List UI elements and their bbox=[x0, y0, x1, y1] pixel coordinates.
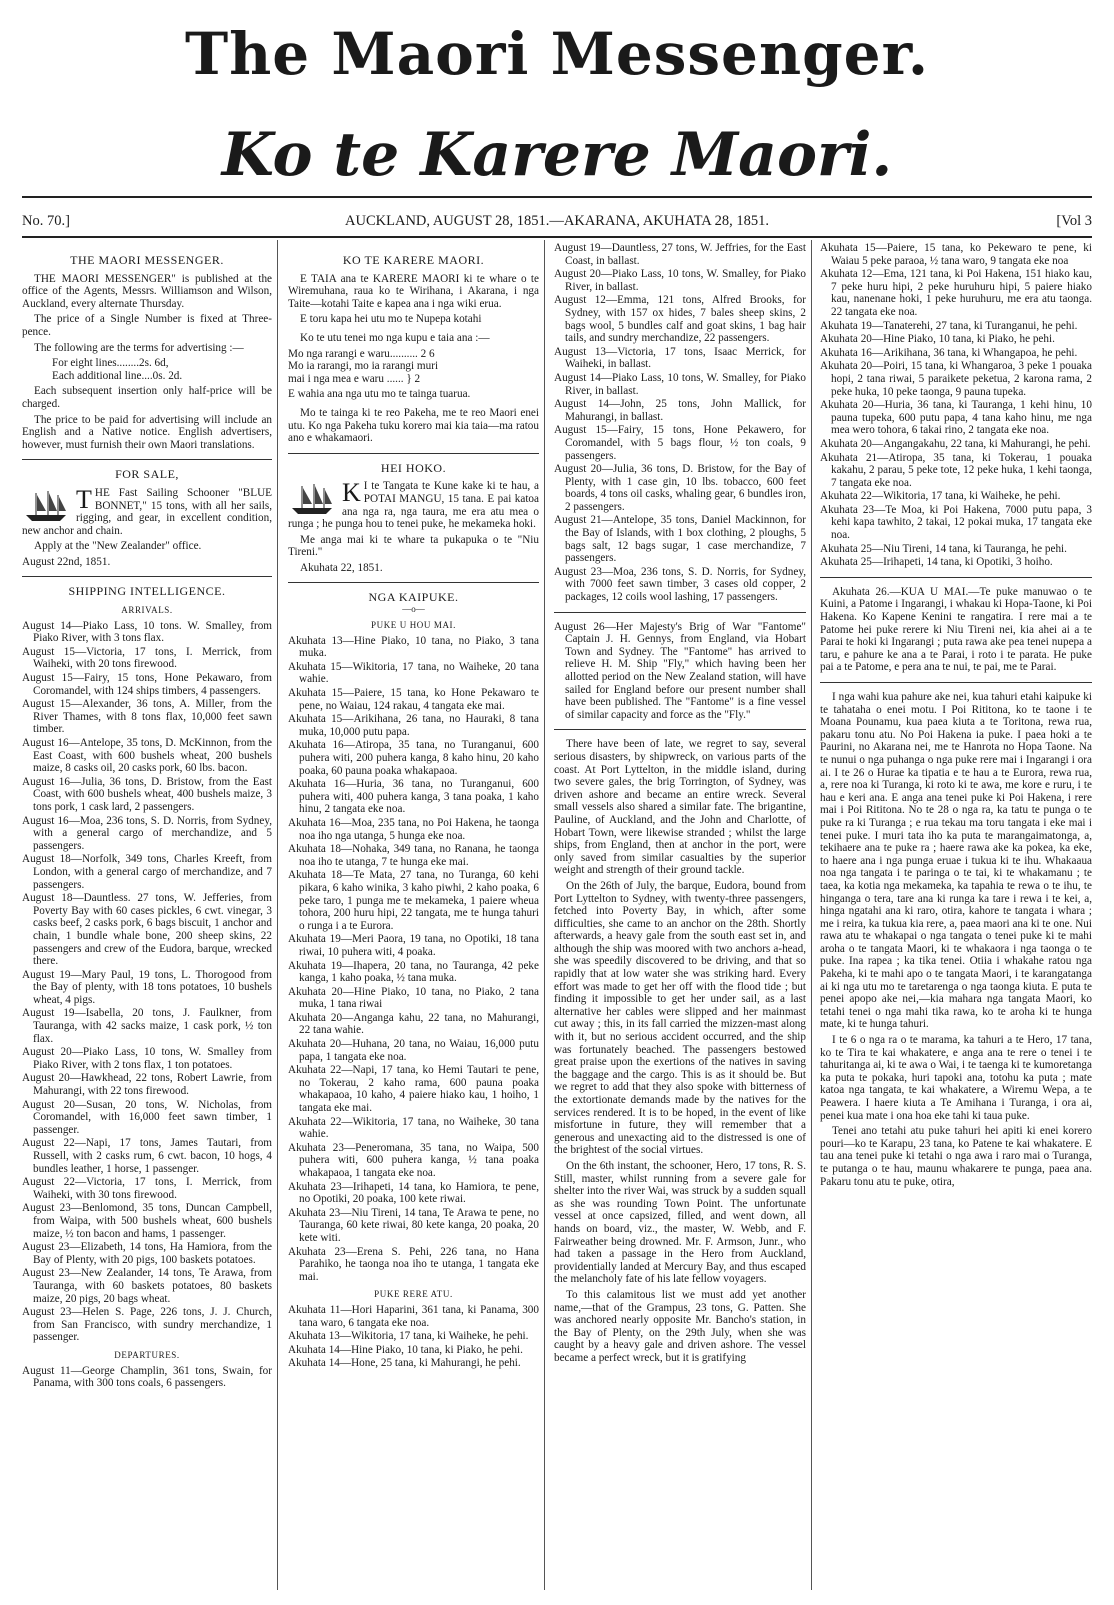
paragraph: The following are the terms for advertising :— bbox=[34, 341, 244, 354]
shipping-entry: Akuhata 19—Tanaterehi, 27 tana, ki Turanganui, he pehi. bbox=[820, 319, 1078, 332]
shipping-departures-list bbox=[288, 1304, 539, 1370]
shipping-entry: August 22—Victoria, 17 tons, I. Merrick, from Waiheki, with 30 tons firewood. bbox=[22, 1176, 272, 1201]
paragraph: To this calamitous list we must add yet another name,—that of the Grampus, 23 tons, G. Patten. She was anchored nearly opposite Mr. Bancho's station, in the Bay of Plenty, on the 29th July, when she was caught by a heavy gale and driven ashore. The vessel became a perfect wreck, but it is gratifying bbox=[554, 1288, 806, 1364]
shipping-entry: Akuhata 16—Atiropa, 35 tana, no Turanganui, 600 puhera witi, 200 puhera kanga, 8 kaho hinu, 20 kaho poaka, 60 pauna poaka whakapaoa. bbox=[288, 739, 539, 777]
paragraph: E TAIA ana te KARERE MAORI ki te whare o te Wiremuhana, raua ko te Wirihana, i Akarana, i nga Taite—kotahi Taite e kapea ana i nga wiki erua. bbox=[288, 272, 539, 310]
advertisement bbox=[288, 480, 539, 530]
dateline: AUCKLAND, AUGUST 28, 1851.—AKARANA, AKUHATA 28, 1851. bbox=[345, 213, 769, 229]
shipping-entry: August 15—Fairy, 15 tons, Hone Pekawero, for Coromandel, with 5 bags flour, ½ ton coals, 9 passengers. bbox=[554, 424, 806, 462]
masthead-title-english: The Maori Messenger. bbox=[184, 20, 930, 88]
drop-cap: K bbox=[342, 480, 361, 508]
rule bbox=[820, 577, 1092, 578]
advertisement-text: HE Fast Sailing Schooner "BLUE BONNET," 15 tons, with all her sails, rigging, and gear, in excellent condition, new anchor and chain. bbox=[22, 486, 272, 537]
subsection-heading: ARRIVALS. bbox=[121, 605, 173, 616]
paragraph: Mo te tainga ki te reo Pakeha, me te reo Maori enei utu. Ko nga Pakeha tuku korero mai kia taia—ma ratou ano e whakamaori. bbox=[288, 406, 539, 445]
ornament: —o— bbox=[402, 604, 425, 615]
shipping-entry: August 18—Dauntless. 27 tons, W. Jefferies, from Poverty Bay with 60 cases pickles, 6 cwt. vinegar, 3 casks beef, 2 casks pork, 6 bags biscuit, 1 anchor and chain, 1 bundle whale bone, 200 sheep skins, 22 passengers and crew of the Eudora, barque, wrecked there. bbox=[22, 892, 272, 968]
shipping-entry: August 11—George Champlin, 361 tons, Swain, for Panama, with 300 tons coals, 6 passengers. bbox=[22, 1364, 272, 1390]
paragraph: On the 6th instant, the schooner, Hero, 17 tons, R. S. Still, master, whilst running from a severe gale for shelter into the river Wai, was struck by a sudden squall as she was rounding Town Point. The unfortunate vessel at once capsized, filled, and went down, all hands on board, viz., the master, W. Webb, and F. Fairweather being drowned. Mr. F. Armson, Junr., who had taken a passage in the Hero from Auckland, providentially landed at Mercury Bay, and thus escaped the melancholy fate of his late fellow voyagers. bbox=[554, 1159, 806, 1286]
shipping-entry: Akuhata 20—Poiri, 15 tana, ki Whangaroa, 3 peke 1 pouaka hopi, 2 tana riwai, 5 paraikete peketua, 2 karona rama, 2 peke huka, 10 peke taonga, 9 pauna tupeka. bbox=[820, 360, 1092, 398]
column-divider bbox=[544, 240, 545, 1590]
column-divider bbox=[277, 240, 278, 1590]
subsection-heading: DEPARTURES. bbox=[114, 1349, 180, 1360]
shipping-departures-list bbox=[554, 242, 806, 604]
shipping-entry: August 16—Moa, 236 tons, S. D. Norris, from Sydney, with a general cargo of merchandize, and 5 passengers. bbox=[22, 814, 272, 852]
paragraph: E wahia ana nga utu mo te tainga tuarua. bbox=[288, 388, 471, 401]
paragraph: I te 6 o nga ra o te marama, ka tahuri a te Hero, 17 tana, ko te Tira te kai whakatere, e anga ana te rere o tenei i te tahuritanga ai, ki te awa o Wai, i te taenga ki te kumoretanga ka puta te pokaka, huri tapoki ana, totohu ka puta ; mate katoa nga tangata, te kai whakatere, a Wiremu Wepa, a te Peawera. I haere kiuta a Te Amihana i Turanga, i ora ai, penei kua mate i ona hoa eke tahi ki taua puke. bbox=[820, 1034, 1092, 1122]
shipping-entry: August 23—Helen S. Page, 226 tons, J. J. Church, from San Francisco, with sundry merchandize, 1 passenger. bbox=[22, 1306, 272, 1344]
shipping-entry: August 21—Antelope, 35 tons, Daniel Mackinnon, for the Bay of Islands, with 1 box clothing, 2 ploughs, 5 bags salt, 12 bags sugar, 1 case merchandize, 7 passengers. bbox=[554, 514, 806, 565]
shipping-entry: Akuhata 20—Angangakahu, 22 tana, ki Mahurangi, he pehi. bbox=[820, 437, 1091, 450]
masthead-dateline-row bbox=[22, 209, 1092, 233]
rule bbox=[288, 582, 539, 583]
shipping-entry: August 16—Julia, 36 tons, D. Bristow, from the East Coast, with 600 bushels wheat, 400 bushels maize, 3 tons pork, 1 cask lard, 2 passengers. bbox=[22, 775, 272, 813]
shipping-entry: August 19—Dauntless, 27 tons, W. Jeffries, for the East Coast, in ballast. bbox=[554, 242, 806, 267]
shipping-departures-list bbox=[820, 242, 1092, 569]
shipping-entry: Akuhata 23—Irihapeti, 14 tana, ko Hamiora, te pene, no Opotiki, 20 poaka, 100 kete riwai. bbox=[288, 1180, 539, 1206]
shipping-entry: August 14—Piako Lass, 10 tons, W. Smalley, for Piako River, in ballast. bbox=[554, 371, 806, 397]
shipping-entry: Akuhata 22—Napi, 17 tana, ko Hemi Tautari te pene, no Tokerau, 2 kaho rama, 600 pauna poaka whakapaoa, 10 kaho, 4 paiere hiako kau, 1 hoiho, 1 tangata eke mai. bbox=[288, 1064, 539, 1115]
sailing-ship-icon bbox=[22, 489, 70, 523]
shipping-entry: August 18—Norfolk, 349 tons, Charles Kreeft, from London, with a general cargo of merchandize, and 7 passengers. bbox=[22, 853, 272, 891]
column-english-news bbox=[554, 242, 806, 1367]
shipping-entry: August 13—Victoria, 17 tons, Isaac Merrick, for Waiheki, in ballast. bbox=[554, 345, 806, 371]
subsection-heading: PUKE U HOU MAI. bbox=[371, 620, 456, 631]
rate-line: For eight lines........2s. 6d, bbox=[52, 357, 169, 370]
rate-line: Each additional line....0s. 2d. bbox=[52, 369, 183, 382]
shipping-entry: Akuhata 16—Arikihana, 36 tana, ki Whangapoa, he pehi. bbox=[820, 346, 1078, 359]
sailing-ship-icon bbox=[288, 482, 336, 516]
shipping-entry: August 15—Victoria, 17 tons, I. Merrick, from Waiheki, with 20 tons firewood. bbox=[22, 645, 272, 671]
shipping-entry: Akuhata 22—Wikitoria, 17 tana, no Waiheke, 30 tana wahie. bbox=[288, 1115, 539, 1141]
shipping-entry: August 23—New Zealander, 14 tons, Te Arawa, from Tauranga, with 60 baskets potatoes, 80 baskets maize, 20 pigs, 20 bags wheat. bbox=[22, 1267, 272, 1305]
column-english-notices bbox=[22, 250, 272, 1391]
shipping-entry: August 15—Fairy, 15 tons, Hone Pekawaro, from Coromandel, with 124 ships timbers, 4 passengers. bbox=[22, 672, 272, 697]
paragraph: There have been of late, we regret to say, several serious disasters, by shipwreck, on various parts of the coast. At Port Lyttelton, in the middle island, during two severe gales, the brig Torrington, of Sydney, was driven ashore and became an entire wreck. Several small vessels also shared a similar fate. The brigantine, Pauline, of Auckland, and the John and Charlotte, of Hobart Town, were likewise stranded ; whilst the large ships, from England, then at anchor in the port, were only saved from similar casualties by the superior weight and strength of their ground tackle. bbox=[554, 738, 806, 877]
shipping-entry: Akuhata 11—Hori Haparini, 361 tana, ki Panama, 300 tana waro, 6 tangata eke noa. bbox=[288, 1303, 539, 1329]
shipping-entry: Akuhata 23—Erena S. Pehi, 226 tana, no Hana Parahiko, he taonga noa iho te utanga, 1 tangata eke mai. bbox=[288, 1245, 539, 1283]
shipping-entry: August 23—Moa, 236 tons, S. D. Norris, for Sydney, with 7000 feet sawn timber, 3 cases old copper, 2 packages, 12 coils wool lashing, 17 passengers. bbox=[554, 565, 806, 604]
issue-number: No. 70.] bbox=[22, 213, 70, 229]
rule bbox=[22, 459, 272, 460]
shipping-entry: August 20—Susan, 20 tons, W. Nicholas, from Coromandel, with 16,000 feet sawn timber, 1 passenger. bbox=[22, 1098, 272, 1136]
rule bbox=[288, 453, 539, 454]
shipping-entry: Akuhata 18—Te Mata, 27 tana, no Turanga, 60 kehi pikara, 6 kaho winika, 3 kaho piwhi, 2 kaho poaka, 6 peke taro, 1 punga me te mekameka, 1 paiere wheua tohora, 200 huru hipi, 22 tangata, me te hunga tahuri o runga i a te Eurora. bbox=[288, 869, 539, 932]
section-heading: KO TE KARERE MAORI. bbox=[342, 253, 485, 267]
shipping-entry: Akuhata 14—Hone, 25 tana, ki Mahurangi, he pehi. bbox=[288, 1357, 521, 1370]
shipping-entry: Akuhata 20—Hine Piako, 10 tana, no Piako, 2 tana muka, 1 tana riwai bbox=[288, 985, 539, 1011]
shipping-entry: Akuhata 14—Hine Piako, 10 tana, ki Piako, he pehi. bbox=[288, 1343, 523, 1356]
paragraph: Apply at the "New Zealander" office. bbox=[34, 540, 202, 553]
shipping-entry: Akuhata 23—Niu Tireni, 14 tana, Te Arawa te pene, no Tauranga, 60 kete riwai, 80 kete kanga, 20 poaka, 20 kete witi. bbox=[288, 1206, 539, 1244]
column-maori-news bbox=[820, 242, 1092, 1191]
shipping-entry: August 23—Benlomond, 35 tons, Duncan Campbell, from Waipa, with 500 bushels wheat, 600 bushels maize, ½ ton bacon and hams, 1 passenger. bbox=[22, 1202, 272, 1240]
masthead-top-rule bbox=[22, 196, 1092, 198]
shipping-entry: August 14—John, 25 tons, John Mallick, for Mahurangi, in ballast. bbox=[554, 398, 806, 423]
shipping-entry: Akuhata 25—Niu Tireni, 14 tana, ki Tauranga, he pehi. bbox=[820, 542, 1067, 555]
rule bbox=[22, 576, 272, 577]
shipping-entry: Akuhata 20—Anganga kahu, 22 tana, no Mahurangi, 22 tana wahie. bbox=[288, 1011, 539, 1037]
shipping-entry: Akuhata 16—Huria, 36 tana, no Turanganui, 600 puhera witi, 400 puhera kanga, 3 tana poaka, 1 kaho hinu, 2 tangata eke noa. bbox=[288, 778, 539, 816]
shipping-entry: August 20—Hawkhead, 22 tons, Robert Lawrie, from Mahurangi, with 22 tons firewood. bbox=[22, 1072, 272, 1098]
shipping-entry: August 16—Antelope, 35 tons, D. McKinnon, from the East Coast, with 600 bushels wheat, 200 bushels maize, 8 casks oil, 20 casks pork, 60 lbs. bacon. bbox=[22, 737, 272, 775]
shipping-entry: Akuhata 20—Huhana, 20 tana, no Waiau, 16,000 putu papa, 1 tangata eke noa. bbox=[288, 1038, 539, 1063]
masthead-bottom-rule bbox=[22, 236, 1092, 238]
paragraph: The price to be paid for advertising will include an English and a Native notice. English advertisers, however, must furnish their own Maori translations. bbox=[22, 413, 272, 451]
shipping-entry: August 20—Piako Lass, 10 tons, W. Smalley from Piako River, with 2 tons flax, 1 ton potatoes. bbox=[22, 1046, 272, 1071]
rate-line: Mo ia rarangi, mo ia rarangi muri bbox=[288, 360, 439, 373]
rate-line: mai i nga mea e waru ...... } 2 bbox=[288, 372, 421, 385]
shipping-entry: August 20—Piako Lass, 10 tons, W. Smalley, for Piako River, in ballast. bbox=[554, 268, 806, 293]
rule bbox=[554, 612, 806, 613]
shipping-entry: Akuhata 15—Paiere, 15 tana, ko Pekewaro te pene, ki Waiau 5 peke paraoa, ½ tana waro, 9 tangata eke noa bbox=[820, 242, 1092, 267]
date-line: Akuhata 22, 1851. bbox=[300, 561, 383, 574]
paragraph: THE MAORI MESSENGER" is published at the office of the Agents, Messrs. Williamson and Wilson, Auckland, every alternate Thursday. bbox=[22, 272, 272, 310]
shipping-entry: Akuhata 19—Meri Paora, 19 tana, no Opotiki, 18 tana riwai, 10 puhera witi, 4 poaka. bbox=[288, 933, 539, 958]
shipping-entry: Akuhata 13—Wikitoria, 17 tana, ki Waiheke, he pehi. bbox=[288, 1330, 529, 1343]
rate-line: Mo nga rarangi e waru.......... 2 6 bbox=[288, 347, 435, 360]
paragraph: I nga wahi kua pahure ake nei, kua tahuri etahi kaipuke ki te tahataha o enei motu. I Poi Rititona, ko te taone i te Moana Pounamu, kua paea kiuta a te Toritona, rewa rua, pakaru tonu atu. No Poi Hakena ia puke. I paea hoki a te Paurini, no Akarana nei, me te Hanrota no Hopa Taone. Na te nunui o nga puhanga o nga puke rere mai i Ingarangi i ora ai. I te 26 o Hurae ka tipatia e te hau a te Eurora, rewa rua, a, rere noa ki Turanga, ki roto ki te awa, me kore e ruru, i te hau e keri ana. E anga ana tenei puke ki Poi Hakena, i rere mai i Poi Rititona. No te 28 o nga ra, ka tatu te punga o te puke ra ki Turanga ; e rua tekau ma toru tangata i eke mai i tenei puke. I muri tata iho ka puta te marangaimatonga, a, tekihaere ana te puke ra ; haere rawa ake ka pokea, ka eke, to haere ana i nga punga eruae i tukua ki te ihu. Whakaaua noa nga tangata i te paringa o te tai, ki te whakamanu ; te taea, ka kotia nga mekameka, ka tapahia te rewa o te ihu, te hinganga o tera, tare ana ki runga ka tare i rewa i te kei, a, hinga ngatahi ana ki raro, otira, kahore te tangata i whara ; me i reira, ka tukua kia rere, a, paea maori ana ki te one. Nui rawa atu te whakapai o nga tangata o tenei puke ki te mahi aroha o te tangata Maori, ki te whakaora i nga taonga o te puke. Ina rapea ; ka tika tenei. Otiia i whakahe ratou nga Pakeha, ki te mahi apo o te tangata Maori, i te karangatanga ai ki nga utu mo te taretarenga o nga taonga kiuta. E puta te penei apopo ake nei,—kia mahara nga tangata Maori, ko tetahi tenei o nga mahi tika rawa, ko te aroha ki te hunga mate, ki te hunga tahuri. bbox=[820, 691, 1092, 1031]
drop-cap: T bbox=[76, 486, 92, 514]
shipping-entry: Akuhata 25—Irihapeti, 14 tana, ki Opotiki, 3 hoiho. bbox=[820, 556, 1053, 569]
column-divider bbox=[811, 240, 812, 1590]
shipping-departures-list bbox=[22, 1365, 272, 1390]
shipping-entry: August 19—Isabella, 20 tons, J. Faulkner, from Tauranga, with 42 sacks maize, 1 cask pork, ½ ton flax. bbox=[22, 1007, 272, 1045]
shipping-entry: Akuhata 15—Arikihana, 26 tana, no Hauraki, 8 tana muka, 10,000 putu papa. bbox=[288, 713, 539, 738]
paragraph: The price of a Single Number is fixed at Three-pence. bbox=[22, 313, 272, 338]
shipping-entry: August 22—Napi, 17 tons, James Tautari, from Russell, with 2 casks rum, 6 cwt. bacon, 10 hogs, 4 bundles leather, 1 horse, 1 passenger. bbox=[22, 1137, 272, 1175]
date-line: August 22nd, 1851. bbox=[22, 555, 111, 568]
shipping-entry: Akuhata 13—Hine Piako, 10 tana, no Piako, 3 tana muka. bbox=[288, 634, 539, 660]
shipping-entry: Akuhata 23—Te Moa, ki Poi Hakena, 7000 putu papa, 3 kehi kapa tawhito, 2 takai, 12 pokai muka, 17 tangata eke noa. bbox=[820, 503, 1092, 542]
volume-number: [Vol 3 bbox=[1056, 213, 1092, 229]
advertisement-text: I te Tangata te Kune kake ki te hau, a POTAI MANGU, 15 tana. E pai katoa ana nga ra, nga taura, me era atu mea o runga ; he punga hou to tenei puke, he mekameka hoki. bbox=[288, 480, 539, 531]
rule bbox=[820, 682, 1092, 683]
paragraph: Ko te utu tenei mo nga kupu e taia ana :— bbox=[300, 331, 490, 344]
shipping-entry: Akuhata 15—Paiere, 15 tana, ko Hone Pekawaro te pene, no Waiau, 124 rakau, 4 tangata eke mai. bbox=[288, 687, 539, 712]
section-heading: HEI HOKO. bbox=[380, 460, 447, 475]
shipping-entry: August 12—Emma, 121 tons, Alfred Brooks, for Sydney, with 157 ox hides, 7 bales sheep skins, 2 bags wool, 5 bundles calf and goat skins, 1 bag hair tails, and sundry merchandize, 22 passengers. bbox=[554, 294, 806, 345]
rule bbox=[554, 729, 806, 730]
shipping-entry: Akuhata 16—Moa, 235 tana, no Poi Hakena, he taonga noa iho nga utanga, 5 hunga eke noa. bbox=[288, 816, 539, 842]
paragraph: Each subsequent insertion only half-price will be charged. bbox=[22, 385, 272, 410]
shipping-entry: August 23—Elizabeth, 14 tons, Ha Hamiora, from the Bay of Plenty, with 20 pigs, 100 baskets potatoes. bbox=[22, 1241, 272, 1266]
shipping-entry: Akuhata 12—Ema, 121 tana, ki Poi Hakena, 151 hiako kau, 7 peke huru hipi, 2 peke huruhuru hipi, 5 paiere hiako kau, nanenane hoki, 1 peke huruhuru, me era atu taonga. 22 tangata eke noa. bbox=[820, 268, 1092, 318]
shipping-arrivals-list bbox=[22, 620, 272, 1344]
subsection-heading: PUKE RERE ATU. bbox=[374, 1289, 453, 1300]
paragraph: On the 26th of July, the barque, Eudora, bound from Port Lyttelton to Sydney, with twenty-three passengers, fetched into Poverty Bay, in which, after some difficulties, she came to an anchor on the 28th. Shortly afterwards, a heavy gale from the south east set in, and although the ship was moored with two anchors a-head, she was speedily discovered to be driving, and that so rapidly that at low water she was striking hard. Every effort was made to get her off with the flood tide ; but finding it impossible to get her under sail, as a last alternative her cables were slipped and her mainmast cut away ; this, in its fall carried the mizzen-mast along with it, but no serious accident occurred, and the ship was fortunately beached. The passengers bestowed great praise upon the exertions of the natives in saving the baggage and the cargo. This is as it should be. But we regret to add that they also spoke with bitterness of the extortionate demands made by the natives for the services rendered. It is to be hoped, in the event of like misfortune in future, they will remember that a generous and unexacting aid to the distressed is one of the brightest of the social virtues. bbox=[554, 879, 806, 1157]
shipping-entry: Akuhata 18—Nohaka, 349 tana, no Ranana, he taonga noa iho te utanga, 7 te hunga eke mai. bbox=[288, 843, 539, 868]
shipping-entry: Akuhata 21—Atiropa, 35 tana, ki Tokerau, 1 pouaka kakahu, 2 parau, 5 peke tote, 12 peke huka, 1 kehi taonga, 7 tangata eke noa. bbox=[820, 451, 1092, 489]
section-heading: THE MAORI MESSENGER. bbox=[70, 253, 224, 267]
news-item: Akuhata 26.—KUA U MAI.—Te puke manuwao o te Kuini, a Patome i Ingarangi, i whakau ki Hopa-Taone, ki Poi Hakena. Ko Kapene Kenini te rangatira. I rere mai a te Patome hei puke rerere ki Niu Tireni nei, kia ahei ai a te Parai te hoki ki Ingarangi ; puta rawa ake pea tenei nupepa a taru, e pahure ke ana a te Parai, i roto i te parata. He puke pai a te Patome, e pera ana te nui, te pai, me te Parai. bbox=[820, 585, 1092, 674]
shipping-entry: August 20—Julia, 36 tons, D. Bristow, for the Bay of Plenty, with 1 case gin, 10 lbs. tobacco, 600 feet boards, 4 tons oil casks, whaling gear, 6 bundles iron, 2 passengers. bbox=[554, 463, 806, 513]
advertisement bbox=[22, 487, 272, 537]
shipping-arrivals-list bbox=[288, 635, 539, 1284]
shipping-entry: Akuhata 23—Peneromana, 35 tana, no Waipa, 500 puhera witi, 600 puhera kanga, ½ tana poaka whakapaoa, 1 tangata eke noa. bbox=[288, 1141, 539, 1179]
shipping-entry: August 14—Piako Lass, 10 tons. W. Smalley, from Piako River, with 3 tons flax. bbox=[22, 619, 272, 645]
news-item: August 26—Her Majesty's Brig of War "Fantome" Captain J. H. Gennys, from England, via Hobart Town and Sydney. The "Fantome" has arrived to relieve H. M. Ship "Fly," which having been her allotted period on the New Zealand station, will have sailed for England before our present number shall have been published. The "Fantome" is a fine vessel of similar capacity and force as the "Fly." bbox=[554, 620, 806, 721]
shipping-entry: Akuhata 20—Hine Piako, 10 tana, ki Piako, he pehi. bbox=[820, 333, 1055, 346]
column-maori-notices bbox=[288, 250, 539, 1371]
paragraph: E toru kapa hei utu mo te Nupepa kotahi bbox=[300, 313, 482, 326]
masthead-title-maori: Ko te Karere Maori. bbox=[221, 120, 893, 190]
section-heading: FOR SALE, bbox=[115, 467, 179, 482]
shipping-entry: Akuhata 20—Huria, 36 tana, ki Tauranga, 1 kehi hinu, 10 pauna tupeka, 600 putu papa, 4 tana kaho hinu, me nga mea wero tohora, 6 takai rino, 2 tangata eke noa. bbox=[820, 399, 1092, 437]
paragraph: Tenei ano tetahi atu puke tahuri hei apiti ki enei korero pouri—ko te Karapu, 23 tana, ko Patene te kai whakatere. E tau ana tenei puke ki tetahi o nga awa i raro mai o Turanga, te putanga o te hau, maunu whakarere te punga, paea ana. Pakaru tonu atu te puke, otira, bbox=[820, 1125, 1092, 1188]
shipping-entry: August 19—Mary Paul, 19 tons, L. Thorogood from the Bay of plenty, with 18 tons potatoes, 10 bushels wheat, 4 pigs. bbox=[22, 968, 272, 1006]
shipping-entry: Akuhata 15—Wikitoria, 17 tana, no Waiheke, 20 tana wahie. bbox=[288, 660, 539, 686]
shipping-entry: Akuhata 19—Ihapera, 20 tana, no Tauranga, 42 peke kanga, 1 kaho poaka, ½ tana muka. bbox=[288, 959, 539, 985]
paragraph: Me anga mai ki te whare ta pukapuka o te "Niu Tireni." bbox=[288, 533, 539, 559]
shipping-entry: August 15—Alexander, 36 tons, A. Miller, from the River Thames, with 8 tons flax, 10,000 feet sawn timber. bbox=[22, 698, 272, 736]
section-heading: NGA KAIPUKE. bbox=[368, 590, 459, 605]
section-heading: SHIPPING INTELLIGENCE. bbox=[68, 584, 226, 599]
shipping-entry: Akuhata 22—Wikitoria, 17 tana, ki Waiheke, he pehi. bbox=[820, 490, 1061, 503]
